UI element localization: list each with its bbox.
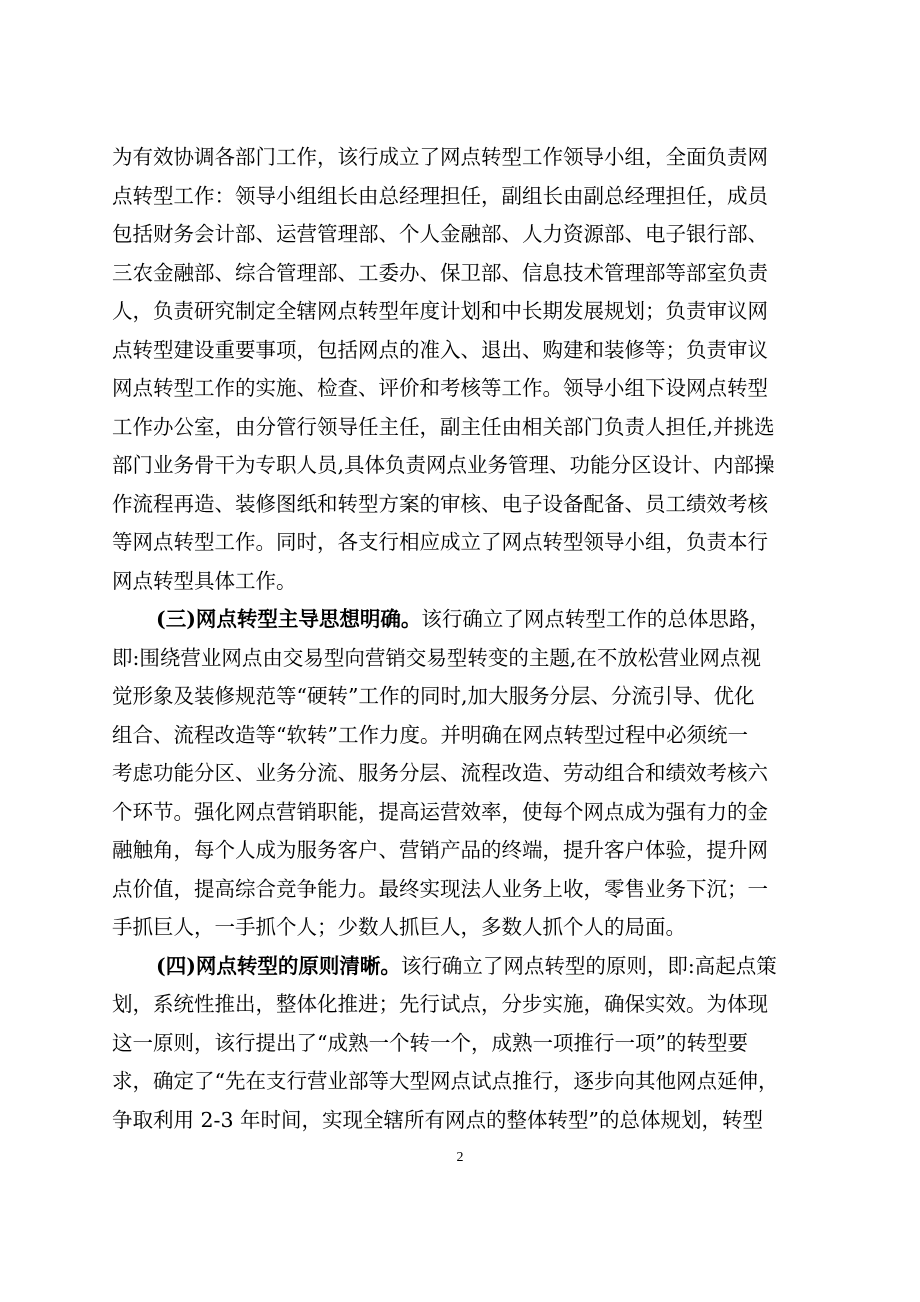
paragraph-line: 作流程再造、装修图纸和转型方案的审核、电子设备配备、员工绩效考核 xyxy=(112,491,768,516)
paragraph-line: 考虑功能分区、业务分流、服务分层、流程改造、劳动组合和绩效考核六 xyxy=(112,761,768,785)
paragraph-line: 即:围绕营业网点由交易型向营销交易型转变的主题,在不放松营业网点视 xyxy=(112,645,761,670)
paragraph-line: 三农金融部、综合管理部、工委办、保卫部、信息技术管理部等部室负责 xyxy=(112,260,768,285)
paragraph-line: 工作办公室，由分管行领导任主任，副主任由相关部门负责人担任,并挑选 xyxy=(112,414,775,439)
paragraph-line: 争取利用 2-3 年时间，实现全辖所有网点的整体转型”的总体规划，转型 xyxy=(112,1107,764,1132)
paragraph-line: 人，负责研究制定全辖网点转型年度计划和中长期发展规划；负责审议网 xyxy=(112,299,768,323)
paragraph-line: 包括财务会计部、运营管理部、个人金融部、人力资源部、电子银行部、 xyxy=(112,222,768,246)
paragraph-line: 觉形象及装修规范等“硬转”工作的同时,加大服务分层、分流引导、优化 xyxy=(112,684,755,708)
page-number: 2 xyxy=(456,1150,464,1165)
paragraph-line: 这一原则，该行提出了“成熟一个转一个，成熟一项推行一项”的转型要 xyxy=(112,1030,748,1055)
section-4-lead-text: 该行确立了网点转型的原则，即:高起点策 xyxy=(400,953,777,978)
paragraph-line: 网点转型具体工作。 xyxy=(112,568,297,593)
paragraph-line: 点转型建设重要事项，包括网点的准入、退出、购建和装修等；负责审议 xyxy=(112,337,768,362)
section-4-first-line xyxy=(112,947,812,986)
body-text xyxy=(112,138,812,1139)
paragraph-line: 等网点转型工作。同时，各支行相应成立了网点转型领导小组，负责本行 xyxy=(112,530,768,554)
paragraph-line: 求，确定了“先在支行营业部等大型网点试点推行，逐步向其他网点延伸， xyxy=(112,1069,779,1093)
paragraph-line: 网点转型工作的实施、检查、评价和考核等工作。领导小组下设网点转型 xyxy=(112,376,768,400)
paragraph-line: 组合、流程改造等“软转”工作力度。并明确在网点转型过程中必须统一 xyxy=(112,722,748,747)
section-3-heading: (三)网点转型主导思想明确。 xyxy=(156,607,422,631)
paragraph-line: 个环节。强化网点营销职能，提高运营效率，使每个网点成为强有力的金 xyxy=(112,799,768,824)
paragraph-line: 点转型工作：领导小组组长由总经理担任，副组长由副总经理担任，成员 xyxy=(112,183,768,208)
section-3-lead-text: 该行确立了网点转型工作的总体思路， xyxy=(421,607,770,631)
paragraph-line: 部门业务骨干为专职人员,具体负责网点业务管理、功能分区设计、内部操 xyxy=(112,453,775,477)
paragraph-line: 划，系统性推出，整体化推进；先行试点，分步实施，确保实效。为体现 xyxy=(112,992,768,1016)
paragraph-line: 手抓巨人，一手抓个人；少数人抓巨人，多数人抓个人的局面。 xyxy=(112,915,686,939)
section-3-first-line xyxy=(112,600,812,639)
paragraph-line: 融触角，每个人成为服务客户、营销产品的终端，提升客户体验，提升网 xyxy=(112,838,768,862)
paragraph-line: 为有效协调各部门工作，该行成立了网点转型工作领导小组，全面负责网 xyxy=(112,145,768,169)
section-4-heading: (四)网点转型的原则清晰。 xyxy=(156,953,401,978)
paragraph-line: 点价值，提高综合竞争能力。最终实现法人业务上收，零售业务下沉；一 xyxy=(112,876,768,901)
